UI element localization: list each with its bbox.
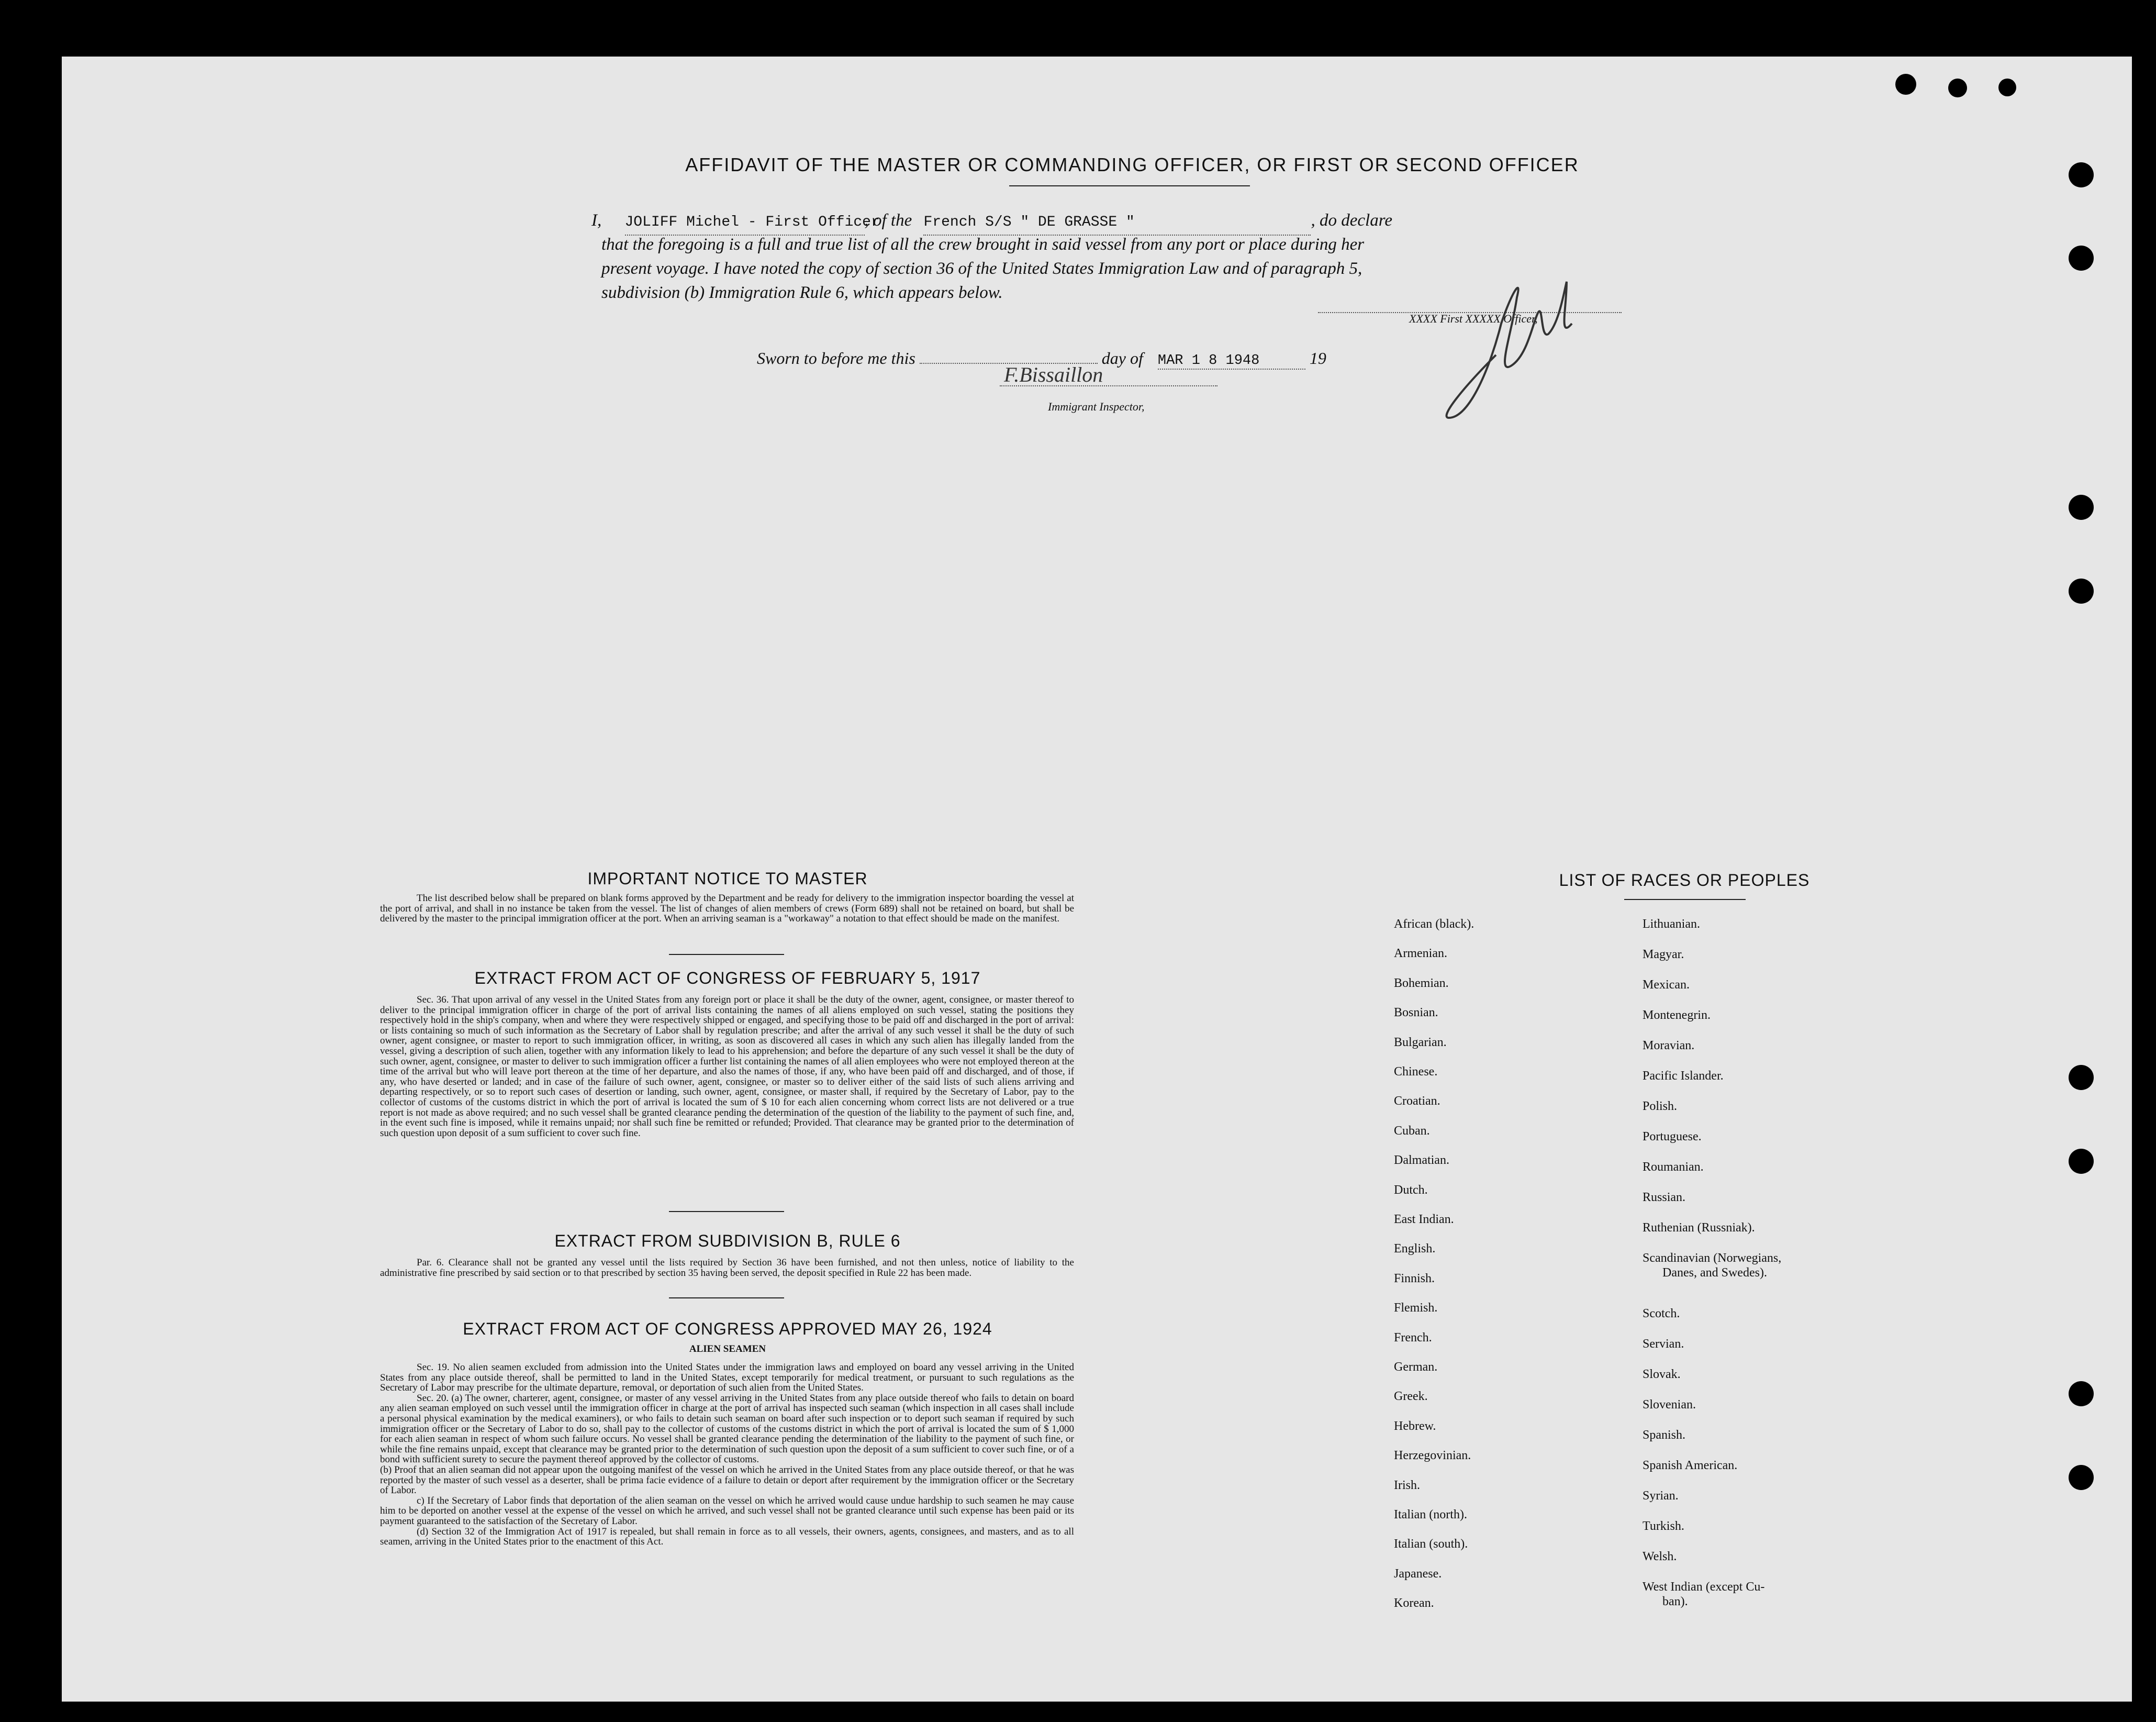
extract-1924-sec20b: (b) Proof that an alien seaman did not appear upon the outgoing manifest of the vessel on which he arrived in the United States from any place outside thereof, or that he was reported by the master of such vessel as a deserter, shall be prima facie evidence of a failure to detain or deport after requirement by the immigration officer or the Secretary of Labor. (380, 1464, 1074, 1496)
race-item: Spanish American. (1643, 1459, 1738, 1472)
race-item: Flemish. (1394, 1301, 1438, 1315)
race-item: Magyar. (1643, 948, 1684, 961)
race-item: African (black). (1394, 917, 1474, 931)
extract-1917-text (380, 995, 1074, 1209)
race-item: Scandinavian (Norwegians, (1643, 1251, 1782, 1265)
affidavit-line-4: subdivision (b) Immigration Rule 6, which appears below. (601, 283, 1003, 302)
inspector-signature: F.Bissaillon (1004, 363, 1103, 386)
race-item: Hebrew. (1394, 1419, 1436, 1433)
punch-hole (1998, 79, 2016, 96)
race-item: Bosnian. (1394, 1006, 1438, 1020)
subdivision-b-paragraph: Par. 6. Clearance shall not be granted any vessel until the lists required by Section 36 have been furnished, and not then unless, notice of liability to the administrative fine prescribed by said section or to that prescribed by section 35 having been served, the deposit specified in Rule 22 has been made. (380, 1257, 1074, 1279)
race-item: Croatian. (1394, 1094, 1440, 1108)
extract-1924-sec20a: Sec. 20. (a) The owner, charterer, agent, consignee, or master of any vessel arriving in the United States from any place outside thereof who fails to detain on board any alien seaman employed on such vessel until the immigration officer in charge at the port of arrival has inspected such seaman (which inspection in all cases shall include a personal physical examination by the medical examiners), or who fails to detain such seaman on board after such inspection or to deport such seaman if required by such immigration officer or the Secretary of Labor to do so, shall pay to the collector of customs of the customs district in which the port of arrival is located the sum of $ 1,000 for each alien seaman in respect of whom such failure occurs. No vessel shall be granted clearance pending the determination of the liability to the payment of such fine, or while the fine remains unpaid, except that clearance may be granted prior to the determination of such question upon the deposit of a sum sufficient to cover such fine, or of a bond with sufficient surety to secure the payment thereof approved by the collector of customs. (380, 1392, 1074, 1465)
extract-1924-text (380, 1362, 1074, 1627)
race-item: Mexican. (1643, 978, 1690, 992)
subdivision-b-title: EXTRACT FROM SUBDIVISION B, RULE 6 (554, 1231, 901, 1250)
race-item: Dutch. (1394, 1183, 1428, 1197)
race-item: Turkish. (1643, 1519, 1684, 1533)
punch-hole (2069, 1149, 2094, 1174)
affidavit-line-2: that the foregoing is a full and true list of all the crew brought in said vessel from any port or place during her (601, 235, 1365, 254)
race-item: Italian (south). (1394, 1537, 1468, 1551)
race-item: Bohemian. (1394, 976, 1449, 990)
i-label: I, (591, 211, 602, 230)
race-item: Lithuanian. (1643, 917, 1700, 931)
race-item: Korean. (1394, 1596, 1434, 1610)
punch-hole (2069, 1065, 2094, 1090)
of-the-label: , of the (864, 211, 912, 230)
section-divider (669, 954, 784, 955)
officer-signature (1433, 261, 1611, 434)
race-item: Herzegovinian. (1394, 1449, 1471, 1463)
inspector-caption: Immigrant Inspector, (1048, 400, 1145, 413)
race-item: Servian. (1643, 1337, 1684, 1351)
race-item: Dalmatian. (1394, 1153, 1449, 1168)
race-item: German. (1394, 1360, 1438, 1374)
race-item: Greek. (1394, 1390, 1428, 1404)
races-title-underline (1624, 899, 1746, 900)
race-item: Roumanian. (1643, 1160, 1704, 1174)
race-item: West Indian (except Cu- (1643, 1580, 1765, 1594)
punch-hole (2069, 495, 2094, 520)
races-right-column (1643, 917, 1873, 1650)
punch-hole (1895, 74, 1916, 95)
section-divider (669, 1211, 784, 1212)
race-item: Pacific Islander. (1643, 1069, 1724, 1083)
subdivision-b-text (380, 1258, 1074, 1289)
race-item: Italian (north). (1394, 1508, 1467, 1521)
punch-hole (2069, 162, 2094, 187)
race-item: Scotch. (1643, 1307, 1680, 1320)
race-item: East Indian. (1394, 1213, 1454, 1226)
form-page (62, 57, 2132, 1702)
race-item: English. (1394, 1242, 1436, 1256)
extract-1924-subtitle: ALIEN SEAMEN (689, 1343, 766, 1354)
races-left-column (1394, 917, 1614, 1650)
race-item: Japanese. (1394, 1567, 1442, 1581)
notice-text (380, 893, 1074, 956)
race-item: Spanish. (1643, 1428, 1686, 1442)
title-underline (1009, 185, 1250, 186)
affidavit-title: AFFIDAVIT OF THE MASTER OR COMMANDING OFFICER, OR FIRST OR SECOND OFFICER (685, 154, 1579, 175)
race-item: Moravian. (1643, 1039, 1695, 1052)
extract-1917-title: EXTRACT FROM ACT OF CONGRESS OF FEBRUARY 5, 1917 (474, 969, 981, 987)
race-item: Chinese. (1394, 1065, 1438, 1079)
punch-hole (2069, 1381, 2094, 1406)
day-of-label: day of (1101, 349, 1143, 368)
race-item: Polish. (1643, 1099, 1678, 1113)
race-item: Bulgarian. (1394, 1035, 1447, 1049)
race-item: Finnish. (1394, 1271, 1435, 1285)
inspector-signature-line (1000, 385, 1217, 386)
race-item: Irish. (1394, 1478, 1420, 1492)
race-item: Welsh. (1643, 1550, 1677, 1563)
race-item: Cuban. (1394, 1124, 1430, 1138)
race-item: Slovenian. (1643, 1398, 1696, 1412)
extract-1917-paragraph: Sec. 36. That upon arrival of any vessel in the United States from any foreign port or place it shall be the duty of the owner, agent, consignee, or master thereof to deliver to the principal immigration officer in charge of the port of arrival lists containing the names of all aliens employed on such vessel, stating the positions they respectively hold in the ship's company, when and where they were respectively shipped or engaged, and specifying those to be paid off and discharged in the port of arrival: or lists containing so much of such information as the Secretary of Labor shall by regulation prescribe; and after the arrival of any such vessel it shall be the duty of such owner, agent consignee, or master to report to such immigration officer, in writing, as soon as discovered all cases in which any such alien has illegally landed from the vessel, giving a description of such alien, together with any information likely to lead to his apprehension; and before the departure of any such vessel it shall be the duty of such owner, agent, consignee, or master to deliver to such immigration officer a further list containing the names of all alien employees who were not employed thereon at the time of the arrival but who will leave port thereon at the time of her departure, and also the names of those, if any, who have been paid off and discharged, and of those, if any, who have deserted or landed; and in case of the failure of such owner, agent, consignee, or master so to deliver either of the said lists of such aliens arriving and departing respectively, or so to report such cases of desertion or landing, such owner, agent, consignee, or master shall, if required by the Secretary of Labor, pay to the collector of customs of the customs district in which the port of arrival is located the sum of $ 10 for each alien concerning whom correct lists are not delivered or a true report is not made as above required; and no such vessel shall be granted clearance pending the determination of the question of the liability to the payment of such fine, and, in the event such fine is imposed, while it remains unpaid; nor shall such fine be remitted or refunded; Provided. That clearance may be granted prior to the determination of such question upon deposit of a sum sufficient to cover such fine. (380, 994, 1074, 1139)
notice-title: IMPORTANT NOTICE TO MASTER (587, 869, 868, 888)
do-declare-label: , do declare (1311, 211, 1392, 230)
sworn-label: Sworn to before me this (757, 349, 915, 368)
race-item: Ruthenian (Russniak). (1643, 1221, 1755, 1235)
notice-paragraph: The list described below shall be prepared on blank forms approved by the Department and be ready for delivery to the immigration inspector boarding the vessel at the port of arrival, and shall in no instance be taken from the vessel. The list of changes of alien members of crews (Form 689) shall not be retained on board, but shall be delivered by the master to the principal immigration officer at the port. When an arriving seaman is a "workaway" a notation to that effect should be made on the manifest. (380, 893, 1074, 925)
year-prefix: 19 (1309, 349, 1326, 368)
vessel-name: French S/S " DE GRASSE " (923, 210, 1311, 236)
race-item: Slovak. (1643, 1368, 1681, 1381)
affidavit-line-1 (591, 208, 1392, 236)
punch-hole (2069, 579, 2094, 604)
date-stamp: MAR 1 8 1948 (1158, 353, 1305, 370)
race-item: Russian. (1643, 1191, 1686, 1204)
race-item: Syrian. (1643, 1489, 1679, 1503)
section-divider (669, 1297, 784, 1298)
extract-1924-sec20c: c) If the Secretary of Labor finds that deportation of the alien seaman on the vessel on which he arrived would cause undue hardship to such seamen he may cause him to be deported on another vessel at the expense of the vessel on which he arrived, and such vessel shall not be granted clearance until such expense has been paid or its payment guaranteed to the satisfaction of the Secretary of Labor. (380, 1495, 1074, 1527)
extract-1924-title: EXTRACT FROM ACT OF CONGRESS APPROVED MAY 26, 1924 (463, 1319, 992, 1338)
affidavit-line-3: present voyage. I have noted the copy of section 36 of the United States Immigration Law and of paragraph 5, (601, 259, 1362, 278)
race-item: Armenian. (1394, 947, 1447, 961)
extract-1924-sec20d: (d) Section 32 of the Immigration Act of 1917 is repealed, but shall remain in force as to all vessels, their owners, agents, consignees, and masters, and as to all seamen, arriving in the United States prior to the enactment of this Act. (380, 1526, 1074, 1548)
punch-hole (2069, 1465, 2094, 1490)
race-item: French. (1394, 1330, 1432, 1345)
race-item: Montenegrin. (1643, 1008, 1711, 1022)
punch-hole (1948, 79, 1967, 97)
extract-1924-sec19: Sec. 19. No alien seamen excluded from admission into the United States under the immigration laws and employed on board any vessel arriving in the United States from any place outside thereof, shall be permitted to land in the United States, except temporarily for medical treatment, or pursuant to such regulations as the Secretary of Labor may prescribe for the ultimate departure, removal, or deportation of such alien from the United States. (380, 1362, 1074, 1394)
race-item: ban). (1662, 1595, 1688, 1608)
punch-hole (2069, 246, 2094, 271)
race-item: Danes, and Swedes). (1662, 1266, 1767, 1280)
officer-name: JOLIFF Michel - First Officer (625, 210, 865, 236)
race-item: Portuguese. (1643, 1130, 1702, 1143)
officer-caption: XXXX First XXXXX Officer, (1409, 312, 1538, 325)
races-title: LIST OF RACES OR PEOPLES (1559, 871, 1810, 890)
